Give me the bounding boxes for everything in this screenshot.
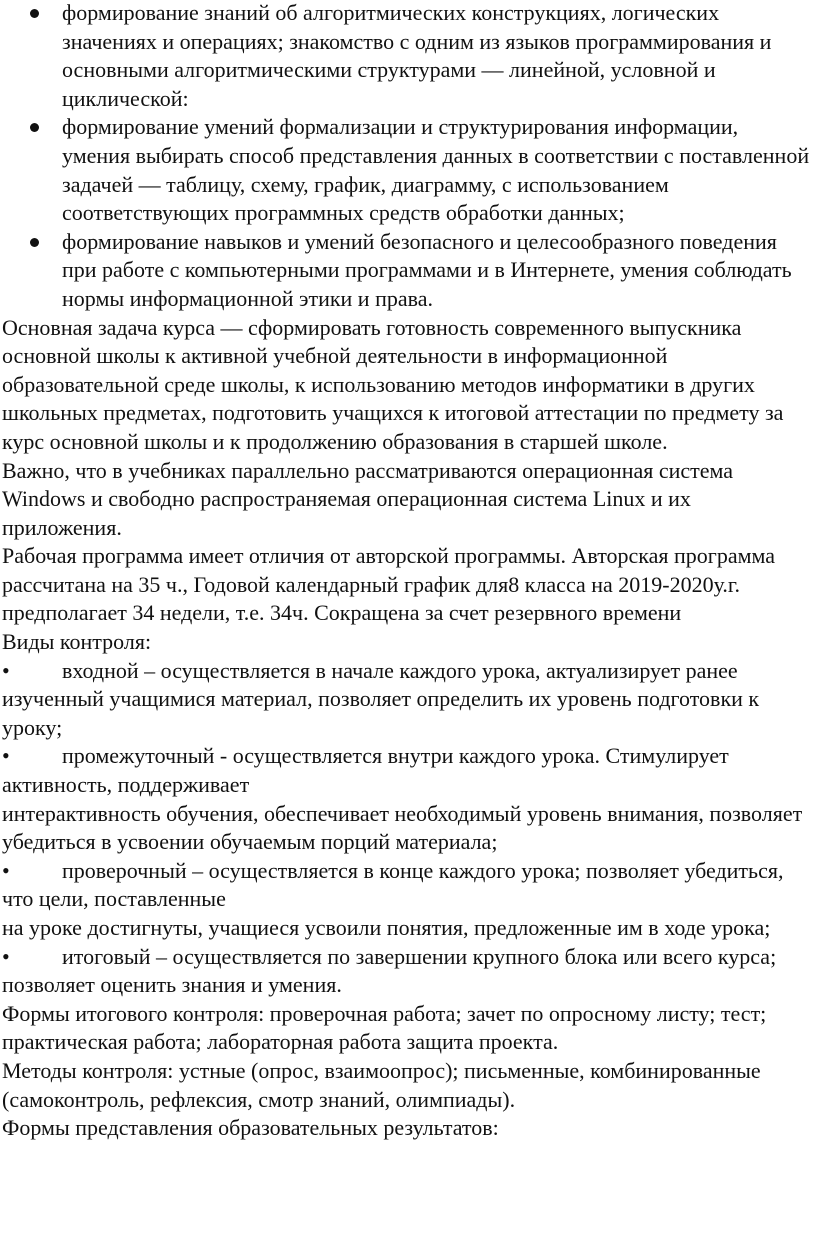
control-type-text: проверочный – осуществляется в конце каждого урока; позволяет убедиться, что цели, поставленные [2, 857, 784, 912]
final-control-forms-paragraph: Формы итогового контроля: проверочная работа; зачет по опросному листу; тест; практическая работа; лабораторная работа защита проекта. [2, 1000, 767, 1055]
results-heading: Формы представления образовательных результатов: [2, 1115, 499, 1141]
bullet-marker: • [2, 943, 10, 969]
control-type-continuation: на уроке достигнуты, учащиеся усвоили понятия, предложенные им в ходе урока; [2, 915, 771, 940]
bullet-marker: • [2, 657, 10, 683]
control-type-text: итоговый – осуществляется по завершении крупного блока или всего курса; позволяет оценить знания и умения. [2, 943, 777, 998]
goal-item [0, 0, 816, 113]
control-type-item [0, 857, 816, 914]
program-note-paragraph: Рабочая программа имеет отличия от авторской программы. Авторская программа рассчитана на 35 ч., Годовой календарный график для8 класса на 2019-2020у.г. предполагает 34 недели, т.е. 34ч. Сокращена за счет резервного времени [2, 543, 776, 626]
goal-item [0, 228, 816, 314]
control-type-item [0, 657, 816, 743]
bullet-marker: • [2, 743, 10, 769]
control-type-text: промежуточный - осуществляется внутри каждого урока. Стимулирует активность, поддерживает [2, 743, 729, 798]
main-task-paragraph: Основная задача курса — сформировать готовность современного выпускника основной школы к активной учебной деятельности в информационной образовательной среде школы, к использованию методов информатики в других школьных предметах, подготовить учащихся к итоговой аттестации по предмету за курс основной школы и к продолжению образования в старшей школе. [2, 314, 784, 454]
bullet-marker: • [2, 857, 10, 883]
control-methods-paragraph: Методы контроля: устные (опрос, взаимоопрос); письменные, комбинированные (самоконтроль, рефлексия, смотр знаний, олимпиады). [2, 1057, 761, 1112]
os-note-paragraph: Важно, что в учебниках параллельно рассматриваются операционная система Windows и свободно распространяемая операционная система Linux и их приложения. [2, 457, 734, 540]
goals-list [0, 0, 816, 314]
control-type-item [0, 742, 816, 799]
bullet-icon [30, 238, 39, 247]
bullet-icon [30, 123, 39, 132]
control-heading: Виды контроля: [2, 629, 152, 655]
goal-text: формирование навыков и умений безопасного и целесообразного поведения при работе с компьютерными программами и в Интернете, умения соблюдать нормы информационной этики и права. [62, 228, 792, 311]
control-type-continuation: интерактивность обучения, обеспечивает необходимый уровень внимания, позволяет убедиться в усвоении обучаемым порций материала; [2, 800, 803, 855]
goal-item [0, 113, 816, 227]
control-type-text: входной – осуществляется в начале каждого урока, актуализирует ранее изученный учащимися материал, позволяет определить их уровень подготовки к уроку; [2, 657, 760, 740]
goal-text: формирование умений формализации и структурирования информации, умения выбирать способ представления данных в соответствии с поставленной задачей — таблицу, схему, график, диаграмму, с использованием соответствующих программных средств обработки данных; [62, 114, 810, 226]
bullet-icon [30, 9, 39, 18]
control-types-list [0, 657, 816, 1000]
goal-text: формирование знаний об алгоритмических конструкциях, логических значениях и операциях; знакомство с одним из языков программирования и основными алгоритмическими структурами — линейной, условной и циклической: [62, 0, 772, 111]
control-type-item [0, 943, 816, 1000]
